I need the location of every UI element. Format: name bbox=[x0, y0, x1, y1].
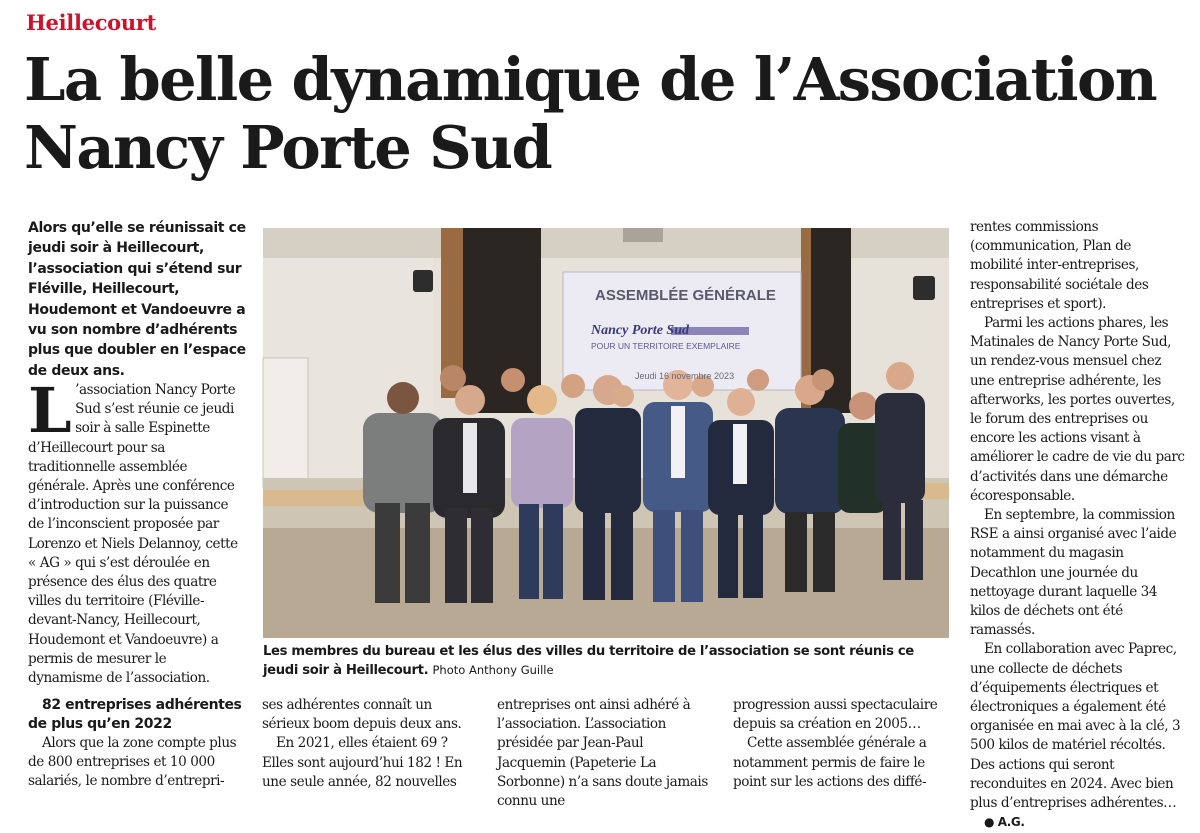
article-headline: La belle dynamique de l’Association Nancy Porte Sud bbox=[24, 45, 1157, 182]
article-lead: Alors qu’elle se réunissait ce jeudi soir à Heillecourt, l’association qui s’étend sur Fléville, Heillecourt, Houdemont et Vandoeuvre a vu son nombre d’adhérents plus que doubler en l’espace de deux ans. bbox=[28, 220, 246, 379]
section-kicker: Heillecourt bbox=[26, 10, 157, 35]
article-column-c bbox=[497, 696, 715, 811]
article-paragraph-r3: En septembre, la commission RSE a ainsi organisé avec l’aide notamment du magasin Decathlon une journée du nettoyage durant laquelle 34 kilos de déchets ont été ramassés. bbox=[970, 507, 1177, 639]
screen-title: ASSEMBLÉE GÉNÉRALE bbox=[595, 287, 776, 304]
article-column-b bbox=[262, 696, 477, 792]
group-photo bbox=[263, 228, 949, 638]
article-paragraph-a: Alors que la zone compte plus de 800 entreprises et 10 000 salariés, le nombre d’entrepri- bbox=[28, 735, 237, 790]
article-paragraph-d1: progression aussi spectaculaire depuis sa création en 2005… bbox=[733, 697, 938, 733]
photo-credit: Photo Anthony Guille bbox=[432, 663, 554, 677]
screen-brand: Nancy Porte Sud bbox=[591, 323, 689, 338]
article-paragraph-r4: En collaboration avec Paprec, une collecte de déchets d’équipements électriques et électroniques a également été organisée en mai avec à la clé, 3 500 kilos de matériel récoltés. Des actions qui seront reconduites en 2024. Avec bien plus d’entreprises adhérentes… bbox=[970, 641, 1181, 812]
article-paragraph-d2: Cette assemblée générale a notamment permis de faire le point sur les actions des diffé- bbox=[733, 735, 927, 790]
photo-caption-text: Les membres du bureau et les élus des villes du territoire de l’association se sont réunis ce jeudi soir à Heillecourt. bbox=[263, 644, 914, 678]
author-signature: ● A.G. bbox=[984, 815, 1025, 830]
article-paragraph-b1: ses adhérentes connaît un sérieux boom depuis deux ans. bbox=[262, 697, 462, 733]
article-paragraph-1-text: ’association Nancy Porte Sud s’est réunie ce jeudi soir à salle Espinette d’Heillecourt pour sa traditionnelle assemblée générale. Après une conférence d’introduction sur la puissance de l’inconscient proposée par Lorenzo et Niels Delannoy, cette « AG » qui s’est déroulée en présence des élus des quatre villes du territoire (Fléville-devant-Nancy, Heillecourt, Houdemont et Vandoeuvre) a permis de mesurer le dynamisme de l’association. bbox=[28, 382, 238, 687]
article-paragraph-c: entreprises ont ainsi adhéré à l’association. L’association présidée par Jean-Paul Jacquemin (Papeterie La Sorbonne) n’a sans doute jamais connu une bbox=[497, 697, 708, 810]
screen-date: Jeudi 16 novembre 2023 bbox=[635, 371, 735, 381]
article-column-1 bbox=[28, 374, 244, 688]
article-subhead: 82 entreprises adhérentes de plus qu’en 2022 bbox=[28, 697, 242, 732]
photo-caption bbox=[263, 642, 953, 680]
article-paragraph-b2: En 2021, elles étaient 69 ? Elles sont aujourd’hui 182 ! En une seule année, 82 nouvelles bbox=[262, 735, 463, 790]
article-column-right bbox=[970, 218, 1186, 833]
article-column-a bbox=[28, 696, 244, 792]
screen-tagline: POUR UN TERRITOIRE EXEMPLAIRE bbox=[591, 341, 741, 351]
article-paragraph-1 bbox=[28, 374, 244, 688]
article-paragraph-r2: Parmi les actions phares, les Matinales de Nancy Porte Sud, un rendez-vous mensuel chez une entreprise adhérente, les afterworks, les portes ouvertes, le forum des entreprises ou encore les actions visant à améliorer le cadre de vie du parc d’activités dans une démarche écoresponsable. bbox=[970, 315, 1185, 504]
group-photo-illustration bbox=[263, 228, 949, 638]
article-column-d bbox=[733, 696, 951, 792]
dropcap-letter: L bbox=[28, 374, 72, 447]
article-paragraph-r1: rentes commissions (communication, Plan de mobilité inter-entreprises, responsabilité sociétale des entreprises et sport). bbox=[970, 219, 1149, 312]
